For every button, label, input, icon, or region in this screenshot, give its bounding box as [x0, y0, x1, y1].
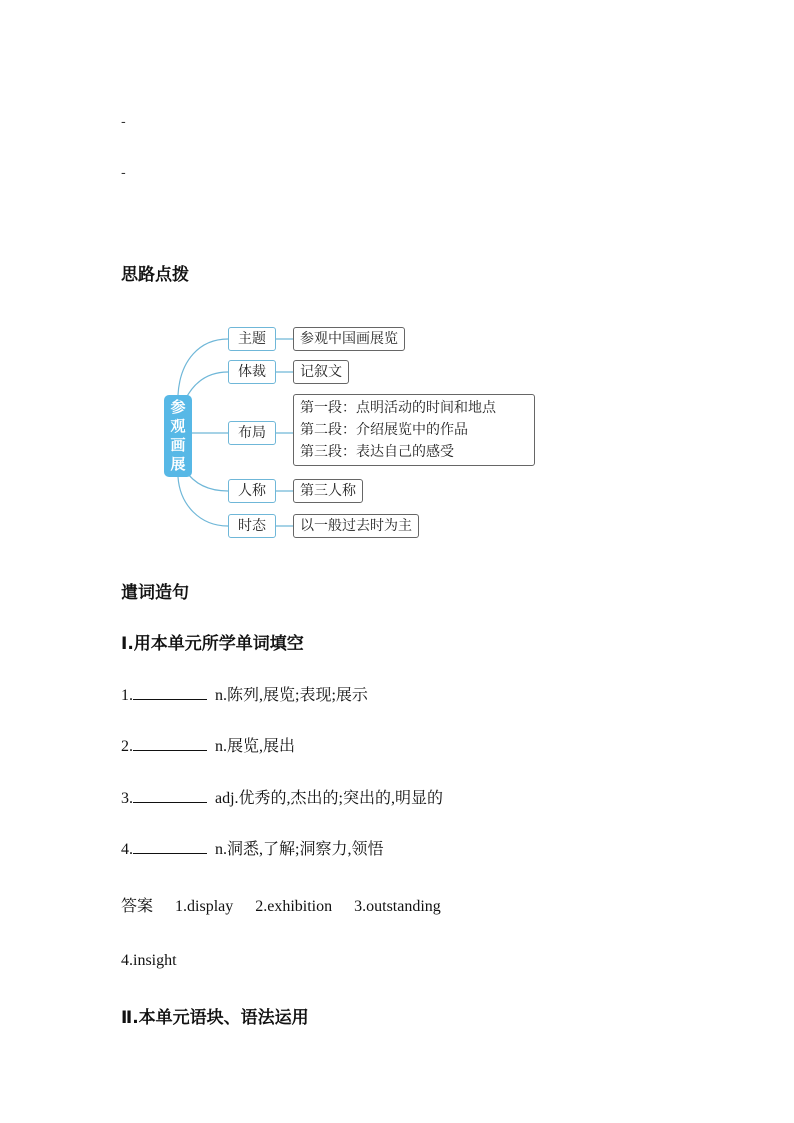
layout-paragraph-3: 第三段：表达自己的感受	[300, 444, 454, 460]
layout-paragraph-1: 第一段：点明活动的时间和地点	[300, 400, 496, 416]
answer-blank[interactable]	[133, 736, 207, 751]
mind-map-branch-genre: 体裁	[228, 360, 276, 384]
answer-item: 2.exhibition	[255, 898, 333, 915]
fill-item-number: 2.	[121, 738, 133, 755]
fill-item	[121, 785, 443, 808]
answer-blank[interactable]	[133, 839, 207, 854]
layout-paragraph-2: 第二段：介绍展览中的作品	[300, 422, 468, 438]
mind-map-center	[164, 395, 192, 477]
mind-map-branch-layout: 布局	[228, 421, 276, 445]
fill-item	[121, 682, 368, 705]
fill-item	[121, 836, 383, 859]
answer-line	[121, 893, 441, 916]
answer-item: 3.outstanding	[354, 898, 441, 915]
fill-item-definition: adj.优秀的,杰出的;突出的,明显的	[215, 790, 443, 807]
section-title-wording: 遣词造句	[121, 583, 189, 603]
answer-blank[interactable]	[133, 788, 207, 803]
mind-map-value-person: 第三人称	[293, 479, 363, 503]
mind-map-branch-theme: 主题	[228, 327, 276, 351]
fill-item-definition: n.陈列,展览;表现;展示	[215, 687, 368, 704]
part-title-chunks-grammar: Ⅱ.本单元语块、语法运用	[121, 1008, 309, 1028]
mind-map-value-theme: 参观中国画展览	[293, 327, 405, 351]
part-title-fill-in: Ⅰ.用本单元所学单词填空	[121, 634, 304, 654]
fill-item-number: 1.	[121, 687, 133, 704]
answer-item-last: 4.insight	[121, 952, 177, 969]
fill-item-number: 4.	[121, 841, 133, 858]
mind-map-branch-person: 人称	[228, 479, 276, 503]
mind-map-value-layout	[293, 394, 535, 466]
answer-label: 答案	[121, 896, 154, 915]
mind-map-value-tense: 以一般过去时为主	[293, 514, 419, 538]
answer-item: 1.display	[175, 898, 234, 915]
mind-map-branch-tense: 时态	[228, 514, 276, 538]
fill-item	[121, 733, 295, 756]
mind-map-value-genre: 记叙文	[293, 360, 349, 384]
dash-marker: -	[121, 165, 126, 181]
fill-item-definition: n.展览,展出	[215, 738, 296, 755]
answer-blank[interactable]	[133, 685, 207, 700]
fill-item-definition: n.洞悉,了解;洞察力,领悟	[215, 841, 384, 858]
dash-marker: -	[121, 114, 126, 130]
mind-map-center-label: 参观画展	[170, 398, 186, 473]
section-title-thinking: 思路点拨	[121, 265, 189, 285]
fill-item-number: 3.	[121, 790, 133, 807]
